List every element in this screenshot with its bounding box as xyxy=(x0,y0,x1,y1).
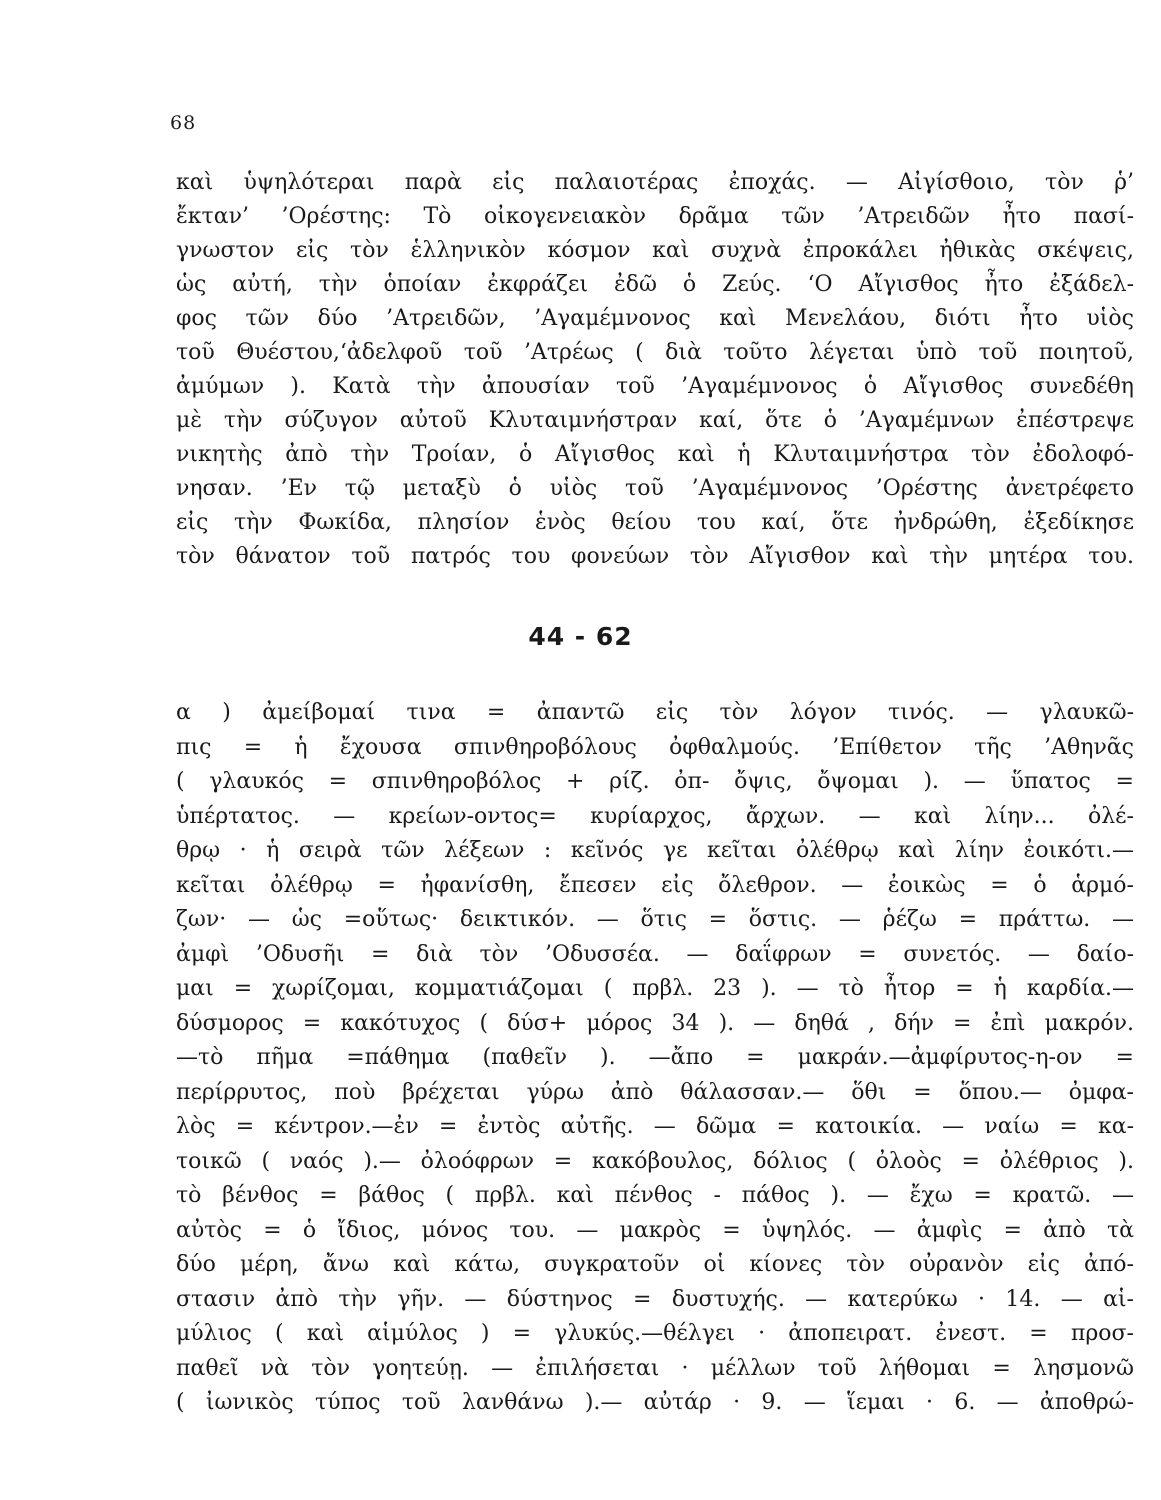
text-line: δύο μέρη, ἄνω καὶ κάτω, συγκρατοῦν οἱ κίονες τὸν οὐρανὸν εἰς ἀπό- xyxy=(176,1252,1134,1277)
text-line: ἀμύμων ). Κατὰ τὴν ἀπουσίαν τοῦ ’Αγαμέμνονος ὁ Αἴγισθος συνεδέθη xyxy=(176,374,1134,399)
text-line: λὸς = κέντρον.—ἐν = ἐντὸς αὐτῆς. — δῶμα = κατοικία. — ναίω = κα- xyxy=(176,1114,1134,1139)
text-line: δύσμορος = κακότυχος ( δύσ+ μόρος 34 ). — δηθά , δήν = ἐπὶ μακρόν. xyxy=(176,1010,1134,1036)
text-line: στασιν ἀπὸ τὴν γῆν. — δύστηνος = δυστυχής. — κατερύκω · 14. — αἱ- xyxy=(176,1286,1134,1312)
text-line: ἀμφὶ ’Οδυσῆι = διὰ τὸν ’Οδυσσέα. — δαΐφρων = συνετός. — δαίο- xyxy=(176,941,1134,967)
glossary-paragraph xyxy=(176,696,1134,1421)
text-line: νικητὴς ἀπὸ τὴν Τροίαν, ὁ Αἴγισθος καὶ ἡ Κλυταιμνήστρα τὸν ἐδολοφό- xyxy=(176,442,1134,467)
text-line: α ) ἀμείβομαί τινα = ἀπαντῶ εἰς τὸν λόγον τινός. — γλαυκῶ- xyxy=(176,700,1134,725)
text-line: τὸ βένθος = βάθος ( πρβλ. καὶ πένθος - πάθος ). — ἔχω = κρατῶ. — xyxy=(176,1183,1134,1208)
text-line: κεῖται ὀλέθρῳ = ἠφανίσθη, ἔπεσεν εἰς ὄλεθρον. — ἐοικὼς = ὁ ἁρμό- xyxy=(176,872,1134,898)
text-line: τοῦ Θυέστου,‘ἀδελφοῦ τοῦ ’Ατρέως ( διὰ τοῦτο λέγεται ὑπὸ τοῦ ποιητοῦ, xyxy=(176,340,1134,365)
text-line: ζων· — ὡς =οὕτως· δεικτικόν. — ὅτις = ὅστις. — ῥέζω = πράττω. — xyxy=(176,907,1134,932)
text-line: τοικῶ ( ναός ).— ὀλοόφρων = κακόβουλος, δόλιος ( ὀλοὸς = ὀλέθριος ). xyxy=(176,1148,1134,1174)
text-line: ὑπέρτατος. — κρείων-οντος= κυρίαρχος, ἄρχων. — καὶ λίην... ὀλέ- xyxy=(176,803,1134,829)
text-line: πις = ἡ ἔχουσα σπινθηροβόλους ὀφθαλμούς. ’Επίθετον τῆς ’Αθηνᾶς xyxy=(176,734,1134,760)
text-line: θρῳ · ἡ σειρὰ τῶν λέξεων : κεῖνός γε κεῖται ὀλέθρῳ καὶ λίην ἐοικότι.— xyxy=(176,838,1134,863)
text-line: περίρρυτος, ποὺ βρέχεται γύρω ἀπὸ θάλασσαν.— ὅθι = ὅπου.— ὀμφα- xyxy=(176,1079,1134,1105)
text-line: νησαν. ’Εν τῷ μεταξὺ ὁ υἱὸς τοῦ ’Αγαμέμνονος ’Ορέστης ἀνετρέφετο xyxy=(176,476,1134,501)
text-line: ἔκταν’ ’Ορέστης: Τὸ οἰκογενειακὸν δρᾶμα τῶν ’Ατρειδῶν ἦτο πασί- xyxy=(176,204,1134,229)
commentary-paragraph xyxy=(176,166,1134,574)
text-line: ὡς αὐτή, τὴν ὁποίαν ἐκφράζει ἐδῶ ὁ Ζεύς. ‘Ο Αἴγισθος ἦτο ἐξάδελ- xyxy=(176,272,1134,297)
text-line: τὸν θάνατον τοῦ πατρός του φονεύων τὸν Αἴγισθον καὶ τὴν μητέρα του. xyxy=(176,544,1134,569)
text-line: μαι = χωρίζομαι, κομματιάζομαι ( πρβλ. 23 ). — τὸ ἦτορ = ἡ καρδία.— xyxy=(176,976,1134,1001)
text-line: μὲ τὴν σύζυγον αὐτοῦ Κλυταιμνήστραν καί, ὅτε ὁ ’Αγαμέμνων ἐπέστρεψε xyxy=(176,408,1134,433)
text-line: —τὸ πῆμα =πάθημα (παθεῖν ). —ἄπο = μακράν.—ἀμφίρυτος-η-ον = xyxy=(176,1045,1134,1070)
text-line: παθεῖ νὰ τὸν γοητεύῃ. — ἐπιλήσεται · μέλλων τοῦ λήθομαι = λησμονῶ xyxy=(176,1355,1134,1381)
text-line: γνωστον εἰς τὸν ἑλληνικὸν κόσμον καὶ συχνὰ ἐπροκάλει ἠθικὰς σκέψεις, xyxy=(176,238,1134,263)
text-line: φος τῶν δύο ’Ατρειδῶν, ’Αγαμέμνονος καὶ Μενελάου, διότι ἦτο υἱὸς xyxy=(176,306,1134,331)
text-line: καὶ ὑψηλότεραι παρὰ εἰς παλαιοτέρας ἐποχάς. — Αἰγίσθοιο, τὸν ῥ’ xyxy=(176,170,1134,195)
text-line: ( ἰωνικὸς τύπος τοῦ λανθάνω ).— αὐτάρ · 9. — ἵεμαι · 6. — ἀποθρώ- xyxy=(176,1390,1134,1415)
text-line: αὐτὸς = ὁ ἴδιος, μόνος του. — μακρὸς = ὑψηλός. — ἀμφὶς = ἀπὸ τὰ xyxy=(176,1217,1134,1243)
text-line: εἰς τὴν Φωκίδα, πλησίον ἑνὸς θείου του καί, ὅτε ἠνδρώθη, ἐξεδίκησε xyxy=(176,510,1134,535)
text-line: μύλιος ( καὶ αἱμύλος ) = γλυκύς.—θέλγει · ἀποπειρατ. ἐνεστ. = προσ- xyxy=(176,1321,1134,1346)
text-line: ( γλαυκός = σπινθηροβόλος + ρίζ. ὀπ- ὄψις, ὄψομαι ). — ὕπατος = xyxy=(176,769,1134,794)
page-number: 68 xyxy=(170,112,197,134)
section-heading: 44 - 62 xyxy=(528,622,633,651)
